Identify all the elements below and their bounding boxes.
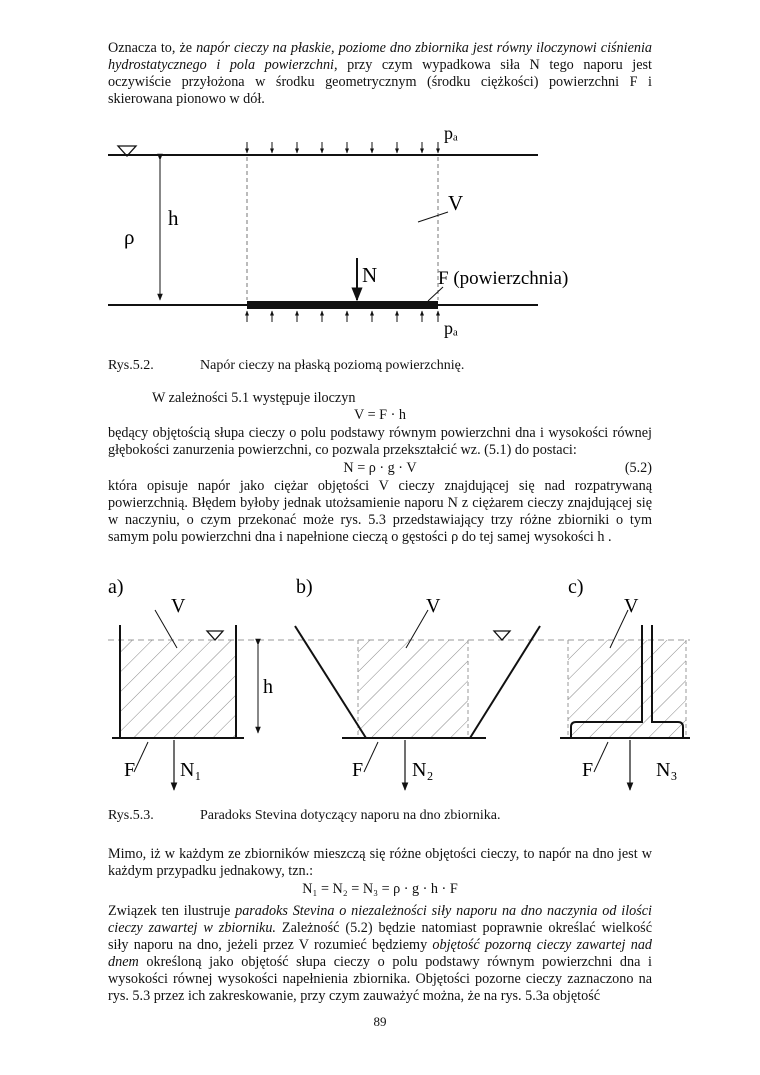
text-run: Związek ten ilustruje <box>108 903 236 919</box>
equation-5-2-formula: N = ρ · g · V <box>343 460 417 476</box>
paragraph-stevin <box>108 903 652 1005</box>
paragraph-product: W zależności 5.1 występuje iloczyn <box>152 390 356 406</box>
caption-text: Napór cieczy na płaską poziomą powierzchnię. <box>200 358 465 373</box>
label-a-h: h <box>263 676 273 698</box>
label-pa-bottom: pₐ <box>444 318 458 338</box>
text-run: określoną jako objętość słupa cieczy o polu podstawy równym powierzchni dna i wysokości równej wysokości napełnienia zbiornika. Objętości pozorne cieczy zaznaczono na rys. 5.3 przez ich zakreskowanie, przy czym zauważyć można, że na rys. 5.3a objętość <box>108 954 652 1004</box>
label-F: F (powierzchnia) <box>438 268 569 289</box>
emphasis-run: objętość pozorną cieczy zawartej nad dnem <box>108 937 653 970</box>
label-V: V <box>448 191 464 215</box>
text-run: Oznacza to, że <box>108 40 197 56</box>
paragraph-weight: która opisuje napór jako ciężar objętości V cieczy znajdującej się nad rozpatrywaną powierzchnią. Błędem byłoby jednak utożsamienie naporu N z ciężarem cieczy znajdującej się w naczyniu, o czym przekonać może rys. 5.3 przedstawiający trzy różne zbiorniki o tym samym polu powierzchni dna i napełnione cieczą o gęstości ρ do tej samej wysokości h . <box>108 478 652 545</box>
tag-a: a) <box>108 576 124 598</box>
text-run: Zależność (5.2) będzie natomiast poprawnie określać wielkość siły naporu na dno, jeżeli przez V rozumieć będziemy <box>108 920 653 953</box>
emphasis-run: napór cieczy na płaskie, poziome dno zbiornika jest równy iloczynowi ciśnienia hydrostatycznego i pola powierzchni <box>108 40 652 73</box>
label-a-F: F <box>124 759 136 781</box>
text-run: , przy czym wypadkowa siła N tego naporu jest oczywiście przyłożona w środku geometrycznym (środku ciężkości) powierzchni F i skierowana pionowo w dół. <box>108 57 652 107</box>
tag-c: c) <box>568 576 584 598</box>
caption-fig-5-3 <box>108 808 501 824</box>
label-N: N <box>362 263 378 287</box>
label-c-F: F <box>582 759 594 781</box>
label-b-V: V <box>426 595 441 617</box>
label-a-N1: N₁ <box>180 759 202 781</box>
equation-V: V = F · h <box>354 407 406 423</box>
tag-b: b) <box>296 576 313 598</box>
label-h: h <box>168 206 179 230</box>
equation-number: (5.2) <box>624 460 652 476</box>
label-rho: ρ <box>124 225 135 249</box>
page-number: 89 <box>373 1014 387 1029</box>
label-c-V: V <box>624 595 639 617</box>
emphasis-run: paradoks Stevina o niezależności siły naporu na dno naczynia od ilości cieczy zawartej w zbiorniku. <box>108 903 652 936</box>
label-c-N3: N₃ <box>656 759 678 781</box>
label-a-V: V <box>171 595 186 617</box>
caption-number: Rys.5.3. <box>108 808 154 823</box>
label-pa-top: pₐ <box>444 123 458 143</box>
equation-N-equal: N₁ = N₂ = N₃ = ρ · g · h · F <box>302 881 458 897</box>
caption-text: Paradoks Stevina dotyczący naporu na dno zbiornika. <box>200 808 501 823</box>
paragraph-volume: będący objętością słupa cieczy o polu podstawy równym powierzchni dna i wysokości równej głębokości zanurzenia powierzchni, co pozwala przekształcić wz. (5.1) do postaci: <box>108 425 652 458</box>
label-b-N2: N₂ <box>412 759 434 781</box>
label-b-F: F <box>352 759 364 781</box>
caption-number: Rys.5.2. <box>108 358 154 373</box>
paragraph-equal-force: Mimo, iż w każdym ze zbiorników mieszczą się różne objętości cieczy, to napór na dno jest w każdym przypadku jednakowy, tzn.: <box>108 846 652 879</box>
